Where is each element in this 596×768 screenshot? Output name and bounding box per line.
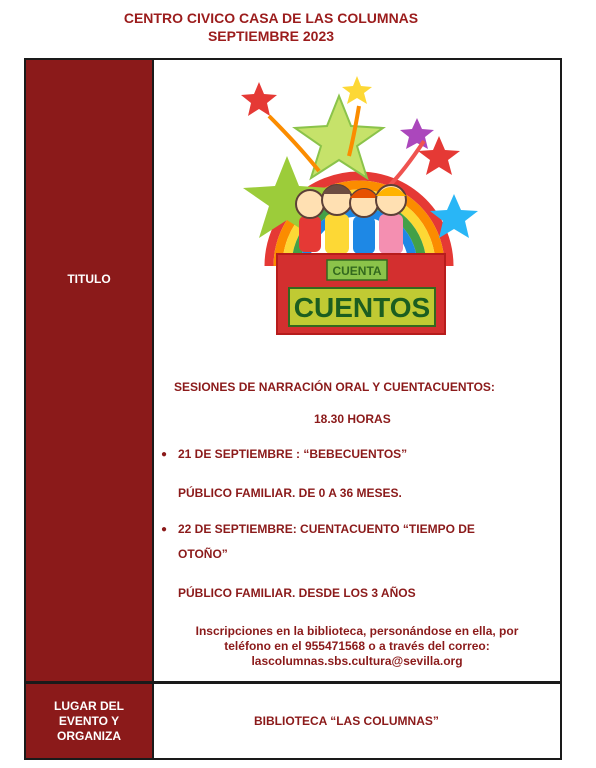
lugar-label-line-2: EVENTO Y [58, 714, 120, 728]
lugar-label [26, 699, 152, 744]
titulo-label-cell [26, 60, 154, 682]
item-1-public: PÚBLICO FAMILIAR. DE 0 A 36 MESES. [178, 486, 402, 500]
insc-line-2: teléfono en el 955471568 o a través del correo: [224, 639, 490, 653]
lugar-value: BIBLIOTECA “LAS COLUMNAS” [254, 714, 439, 728]
item-2-line-2: OTOÑO” [178, 547, 228, 561]
lugar-label-cell [26, 684, 154, 758]
page-title [0, 9, 542, 45]
item-2-line-1: 22 DE SEPTIEMBRE: CUENTACUENTO “TIEMPO DE [178, 522, 475, 536]
hora-text: 18.30 HORAS [314, 412, 391, 426]
logo-word-main: CUENTOS [293, 292, 431, 323]
bullet-1: ● [161, 449, 168, 460]
title-line-2: SEPTIEMBRE 2023 [207, 28, 335, 44]
lugar-label-line-3: ORGANIZA [57, 729, 121, 743]
cuentacuentos-logo [239, 76, 479, 338]
event-table [24, 58, 562, 760]
title-line-1: CENTRO CIVICO CASA DE LAS COLUMNAS [123, 10, 419, 26]
inscripciones-text [154, 624, 560, 669]
sesiones-text: SESIONES DE NARRACIÓN ORAL Y CUENTACUENTOS: [174, 380, 495, 394]
titulo-content-cell [154, 60, 560, 681]
titulo-label: TITULO [67, 272, 111, 286]
bullet-2: ● [161, 524, 168, 535]
lugar-label-line-1: LUGAR DEL [54, 699, 124, 713]
logo-word-top: CUENTA [332, 264, 382, 278]
item-1: 21 DE SEPTIEMBRE : “BEBECUENTOS” [178, 447, 408, 461]
insc-line-3: lascolumnas.sbs.cultura@sevilla.org [251, 654, 463, 668]
item-2-public: PÚBLICO FAMILIAR. DESDE LOS 3 AÑOS [178, 586, 416, 600]
insc-line-1: Inscripciones en la biblioteca, personándose en ella, por [195, 624, 519, 638]
